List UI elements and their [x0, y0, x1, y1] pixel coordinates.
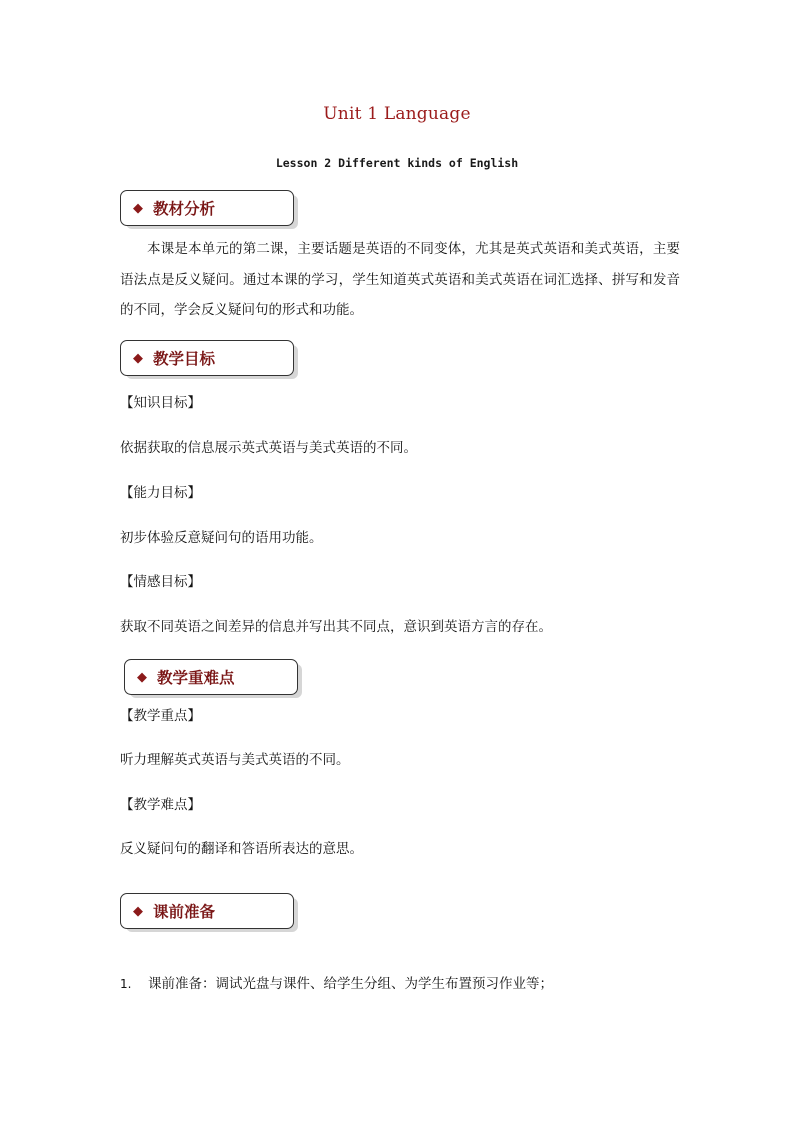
- lesson-subtitle: Lesson 2 Different kinds of English: [275, 156, 519, 170]
- section-heading-label: 课前准备: [153, 902, 216, 921]
- section-heading-analysis: [120, 190, 294, 226]
- list-item-text: 课前准备：调试光盘与课件、给学生分组、为学生布置预习作业等；: [148, 976, 553, 992]
- ability-objective-label: 【能力目标】: [120, 485, 201, 501]
- section-heading-label: 教材分析: [153, 199, 216, 218]
- section-heading-key-points: [124, 659, 298, 695]
- knowledge-objective-text: 依据获取的信息展示英式英语与美式英语的不同。: [120, 440, 417, 456]
- diamond-bullet-icon: ◆: [133, 200, 143, 216]
- teaching-difficulty-label: 【教学难点】: [120, 797, 201, 813]
- teaching-difficulty-text: 反义疑问句的翻译和答语所表达的意思。: [120, 841, 363, 857]
- emotion-objective-label: 【情感目标】: [120, 574, 201, 590]
- preparation-list-item: [120, 972, 553, 992]
- diamond-bullet-icon: ◆: [133, 903, 143, 919]
- document-title: Unit 1 Language: [323, 104, 471, 124]
- section-heading-label: 教学目标: [153, 349, 216, 368]
- diamond-bullet-icon: ◆: [137, 669, 147, 685]
- list-item-number: 1.: [120, 977, 132, 991]
- section-heading-label: 教学重难点: [157, 668, 235, 687]
- section-heading-preparation: [120, 893, 294, 929]
- diamond-bullet-icon: ◆: [133, 350, 143, 366]
- knowledge-objective-label: 【知识目标】: [120, 395, 201, 411]
- teaching-focus-label: 【教学重点】: [120, 708, 201, 724]
- ability-objective-text: 初步体验反意疑问句的语用功能。: [120, 530, 323, 546]
- analysis-paragraph: 本课是本单元的第二课，主要话题是英语的不同变体，尤其是英式英语和美式英语，主要语法点是反义疑问。通过本课的学习，学生知道英式英语和美式英语在词汇选择、拼写和发音的不同，学会反义疑问句的形式和功能。: [120, 241, 680, 318]
- emotion-objective-text: 获取不同英语之间差异的信息并写出其不同点，意识到英语方言的存在。: [120, 619, 552, 635]
- section-heading-objectives: [120, 340, 294, 376]
- teaching-focus-text: 听力理解英式英语与美式英语的不同。: [120, 752, 350, 768]
